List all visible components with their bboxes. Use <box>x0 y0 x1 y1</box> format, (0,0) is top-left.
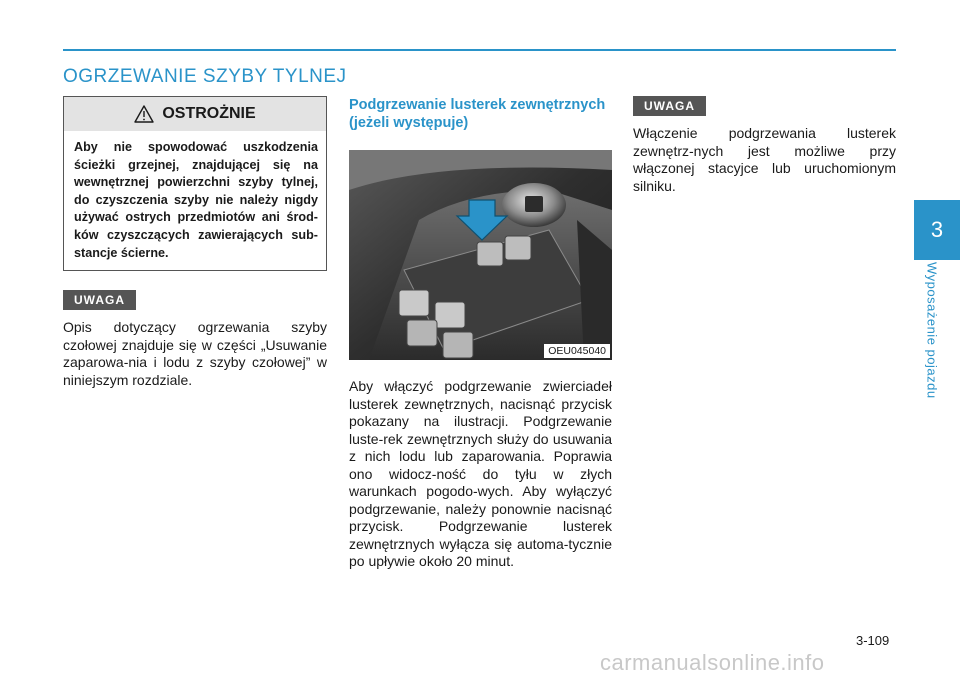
chapter-tab: 3 <box>914 200 960 260</box>
note-badge-2: UWAGA <box>633 96 706 116</box>
caution-text: Aby nie spowodować uszkodzenia ścieżki grzejnej, znajdującej się na wewnętrznej powierzchni szyby tylnej, do czyszczenia szyby nie należy nigdy używać ostrych przedmiotów ani środ-ków czyszczących zawierających sub-stancje ścierne. <box>74 140 318 260</box>
image-code: OEU045040 <box>544 344 610 358</box>
chapter-label-wrap <box>920 262 944 402</box>
page-number: 3-109 <box>856 633 890 648</box>
note-text-2: Włączenie podgrzewania lusterek zewnętrz-nych jest możliwe przy włączonej stacyjce lub uruchomionym silniku. <box>633 125 896 194</box>
subsection-title-line1: Podgrzewanie lusterek zewnętrznych <box>349 97 606 113</box>
subsection-title-line2: (jeżeli występuje) <box>349 115 469 131</box>
caution-heading: OSTROŻNIE <box>162 105 256 122</box>
chapter-label: Wyposażenie pojazdu <box>924 262 940 399</box>
column-middle <box>349 96 612 571</box>
watermark: carmanualsonline.info <box>600 650 825 675</box>
note-block-2 <box>633 96 896 116</box>
mirror-heater-text: Aby włączyć podgrzewanie zwierciadeł lusterek zewnętrznych, nacisnąć przycisk pokazany na ilustracji. Podgrzewanie luste-rek zewnętrznych służy do usuwania z nich lodu lub zaparowania. Poprawia ono widocz-ność do tyłu w złych warunkach pogodo-wych. Aby wyłączyć podgrzewanie, należy ponownie nacisnąć przycisk. Podgrzewanie lusterek zewnętrznych wyłącza się automa-tycznie po upływie około 20 minut. <box>349 378 612 569</box>
column-right <box>633 96 896 195</box>
section-title: OGRZEWANIE SZYBY TYLNEJ <box>63 66 347 87</box>
caution-header <box>64 97 326 131</box>
caution-box <box>63 96 327 271</box>
note-badge: UWAGA <box>63 290 136 310</box>
note-block-1 <box>63 290 327 310</box>
warning-icon <box>134 105 154 123</box>
top-rule <box>63 49 896 51</box>
door-panel-illustration <box>349 150 612 360</box>
mirror-heater-photo <box>349 150 612 360</box>
note-text-1: Opis dotyczący ogrzewania szyby czołowej znajduje się w części „Usuwanie zaparowa-nia i lodu z szyby czołowej” w niniejszym rozdziale. <box>63 319 327 388</box>
column-left <box>63 96 327 389</box>
